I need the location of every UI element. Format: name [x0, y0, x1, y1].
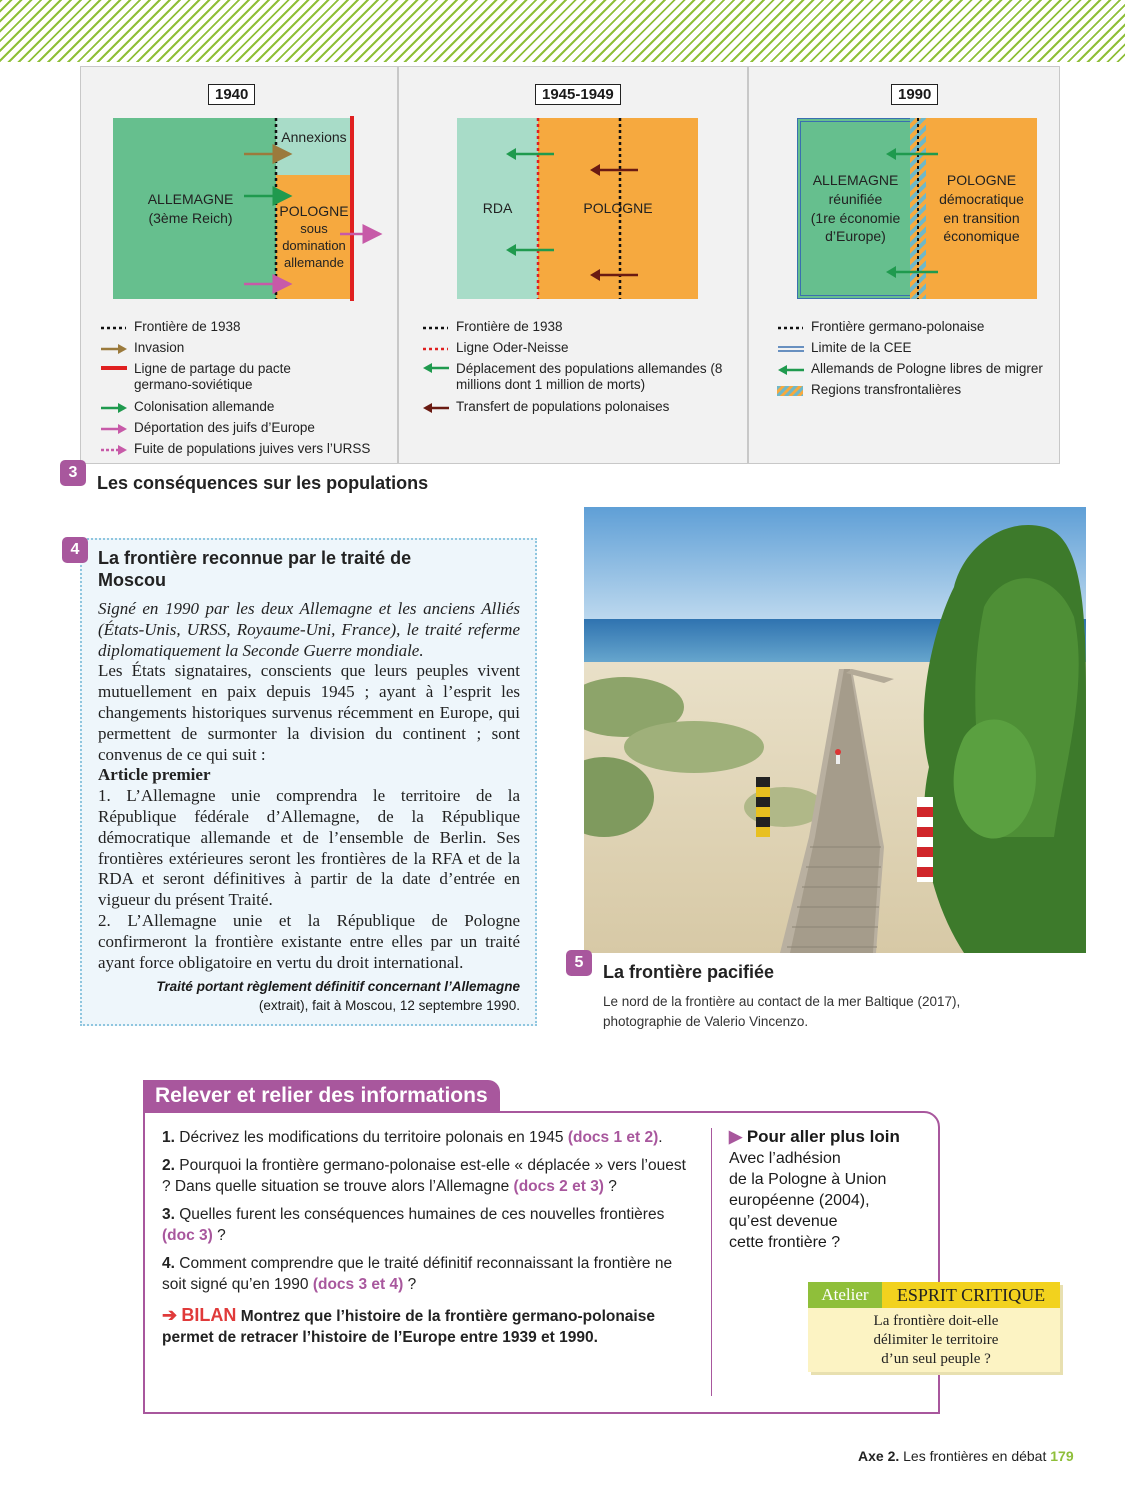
map-1945-rda-zone: RDA	[457, 118, 538, 299]
map-1990-overlay	[790, 110, 1040, 310]
doc-4-paragraph: 2. L’Allemagne unie et la République de Pologne confirmeront la frontière existante entre elles par un traité ayant force obligatoire en vertu du droit international.	[98, 910, 520, 972]
arrow-right-icon: ➔	[162, 1305, 178, 1325]
green-arrow-icon	[100, 401, 128, 415]
green-arrow-left-icon	[777, 363, 805, 377]
doc-3-number: 3	[60, 460, 86, 486]
legend-item: Déportation des juifs d’Europe	[100, 418, 390, 439]
question-2: 2. Pourquoi la frontière germano-polonaise est-elle « déplacée » vers l’ouest ? Dans quelle situation se trouve alors l’Allemagne (docs 2 et 3) ?	[162, 1157, 686, 1195]
hatched-band-icon	[777, 384, 805, 398]
doc-3-title: Les conséquences sur les populations	[97, 473, 429, 493]
doc-4-paragraph: 1. L’Allemagne unie comprendra le territoire de la République fédérale d’Allemagne, de la République démocratique allemande et de l’ensemble de Berlin. Ses frontières extérieures seront les frontières de la RFA et de la RDA et seront définitives à partir de la date d’entrée en vigueur du présent Traité.	[98, 786, 520, 910]
map-1940-year: 1940	[208, 84, 255, 105]
atelier-question: La frontière doit-elle délimiter le territoire d’un seul peuple ?	[873, 1313, 999, 1367]
red-dotted-line-icon	[422, 342, 450, 356]
legend-item: Ligne Oder-Neisse	[422, 338, 742, 359]
map-1940-annexions-zone: Annexions	[276, 118, 352, 175]
legend-item: Frontière germano-polonaise	[777, 317, 1057, 338]
map-1940-legend	[100, 317, 390, 460]
legend-item: Allemands de Pologne libres de migrer	[777, 359, 1057, 380]
brown-arrow-icon	[100, 342, 128, 356]
black-dotted-line-icon	[100, 321, 128, 335]
map-1940-overlay	[100, 110, 390, 310]
green-arrow-left-icon	[422, 361, 450, 375]
map-1945-poland-zone: POLOGNE	[538, 118, 698, 299]
legend-item: Colonisation allemande	[100, 397, 390, 418]
legend-item: Invasion	[100, 338, 390, 359]
atelier-label: Atelier	[808, 1282, 882, 1308]
black-dotted-line-icon	[422, 321, 450, 335]
further-title: ▶ Pour aller plus loin	[729, 1127, 900, 1146]
legend-item: Ligne de partage du pacte germano-soviétique	[100, 359, 390, 397]
legend-item: Déplacement des populations allemandes (8 millions dont 1 million de morts)	[422, 359, 742, 397]
black-dotted-line-icon	[777, 321, 805, 335]
doc-4-title: La frontière reconnue par le traité de Moscou	[98, 548, 412, 590]
exercise-tab: Relever et relier des informations	[143, 1080, 500, 1111]
map-1990-year: 1990	[891, 84, 938, 105]
pink-dotted-arrow-icon	[100, 443, 128, 457]
legend-item: Limite de la CEE	[777, 338, 1057, 359]
legend-item: Regions transfrontalières	[777, 380, 1057, 401]
question-4: 4. Comment comprendre que le traité définitif reconnaissant la frontière ne soit signé qu’en 1990 (docs 3 et 4) ?	[162, 1255, 673, 1293]
doc-5-caption: Le nord de la frontière au contact de la mer Baltique (2017), photographie de Valerio Vincenzo.	[603, 994, 961, 1029]
map-divider	[747, 66, 749, 464]
bilan: ➔ BILAN Montrez que l’histoire de la frontière germano-polonaise permet de retracer l’histoire de l’Europe entre 1939 et 1990.	[162, 1305, 655, 1346]
doc-5-title: La frontière pacifiée	[603, 962, 775, 982]
atelier-title: ESPRIT CRITIQUE	[882, 1282, 1060, 1308]
doc-4-body	[98, 599, 520, 973]
map-1940-germany-zone: ALLEMAGNE (3ème Reich)	[113, 118, 276, 299]
doc-4-intro: Signé en 1990 par les deux Allemagne et les anciens Alliés (États-Unis, URSS, Royaume-Uni, France), le traité referme diplomatiquement la Seconde Guerre mondiale.	[98, 599, 520, 660]
pink-arrow-icon	[100, 422, 128, 436]
exercise-divider	[711, 1128, 712, 1396]
blue-double-line-icon	[777, 342, 805, 356]
map-1990-germany-zone: ALLEMAGNE réunifiée (1re économie d’Europe)	[797, 118, 910, 299]
further-section	[729, 1126, 919, 1253]
legend-item: Frontière de 1938	[422, 317, 742, 338]
border-photograph	[584, 507, 1086, 953]
map-divider	[397, 66, 399, 464]
dark-arrow-left-icon	[422, 401, 450, 415]
map-1990-legend	[777, 317, 1057, 401]
map-1940-poland-zone: POLOGNE sous domination allemande	[276, 175, 352, 299]
exercise-questions	[162, 1127, 692, 1348]
map-1945-year: 1945-1949	[535, 84, 621, 105]
doc-4-source: Traité portant règlement définitif concernant l’Allemagne (extrait), fait à Moscou, 12 septembre 1990.	[156, 979, 520, 1013]
legend-item: Frontière de 1938	[100, 317, 390, 338]
question-1: 1. Décrivez les modifications du territoire polonais en 1945 (docs 1 et 2).	[162, 1129, 663, 1146]
further-text: Avec l’adhésion de la Pologne à Union européenne (2004), qu’est devenue cette frontière ?	[729, 1150, 887, 1251]
map-1990-poland-zone: POLOGNE démocratique en transition économique	[926, 118, 1037, 299]
map-1945-legend	[422, 317, 742, 418]
header-hatched-band	[0, 0, 1125, 62]
legend-item: Fuite de populations juives vers l’URSS	[100, 439, 390, 460]
triangle-right-icon: ▶	[729, 1127, 743, 1146]
legend-item: Transfert de populations polonaises	[422, 397, 742, 418]
footer: Axe 2. Les frontières en débat 179	[858, 1448, 1074, 1464]
question-3: 3. Quelles furent les conséquences humaines de ces nouvelles frontières (doc 3) ?	[162, 1206, 665, 1244]
doc-5-number: 5	[566, 950, 592, 976]
doc-4-paragraph: Les États signataires, conscients que leurs peuples vivent mutuellement en paix depuis 1945 ; ayant à l’esprit les changements historiques survenus récemment en Europe, qui permettent de surmonter la division du continent ; sont convenus de ce qui suit :	[98, 661, 520, 764]
doc-4-article-title: Article premier	[98, 765, 211, 785]
red-line-icon	[100, 361, 128, 375]
map-1945-overlay	[450, 110, 710, 310]
doc-4-number: 4	[62, 537, 88, 563]
